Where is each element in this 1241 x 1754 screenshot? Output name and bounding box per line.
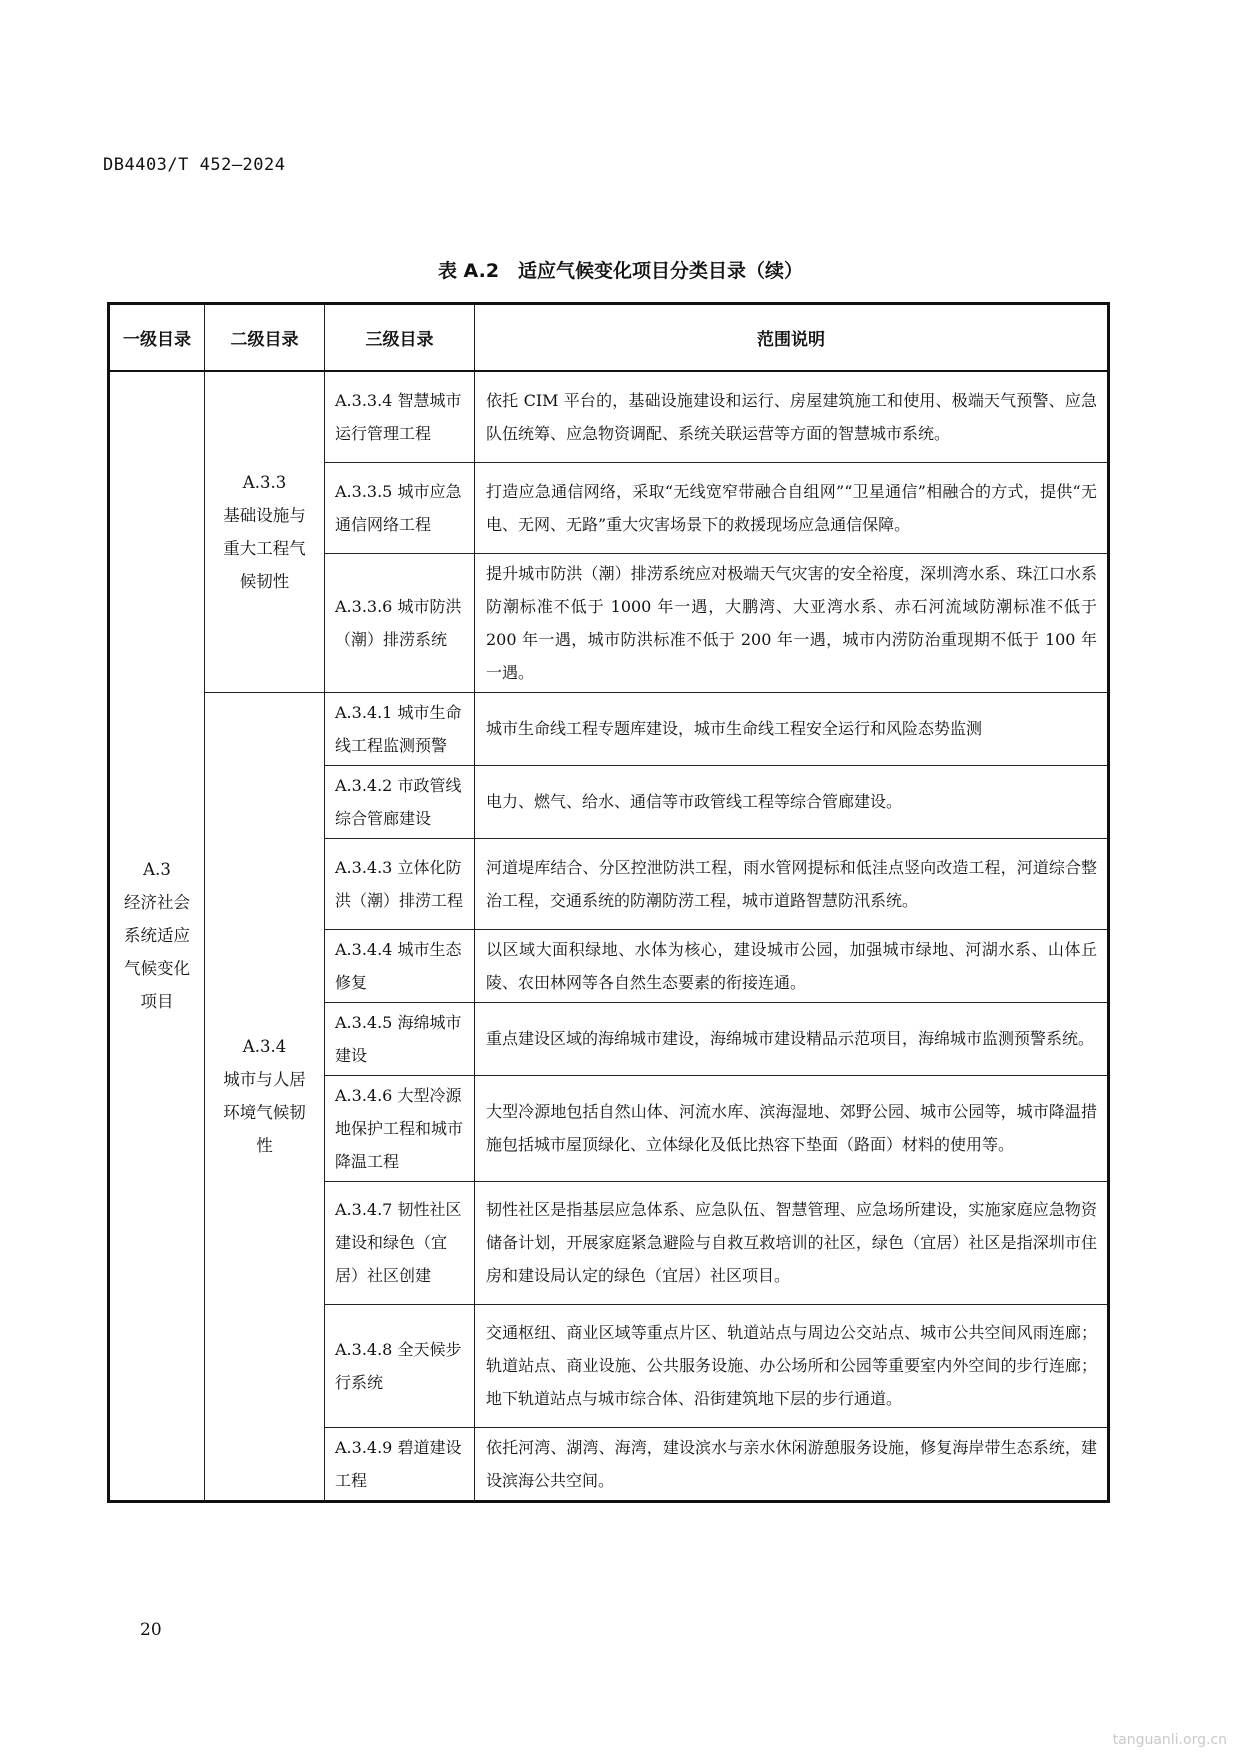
level3-cell: A.3.3.5 城市应急通信网络工程 xyxy=(325,462,475,553)
scope-cell: 城市生命线工程专题库建设，城市生命线工程安全运行和风险态势监测 xyxy=(475,692,1109,765)
level1-code: A.3 xyxy=(143,860,171,880)
level3-cell: A.3.4.3 立体化防洪（潮）排涝工程 xyxy=(325,838,475,929)
column-header-scope: 范围说明 xyxy=(475,304,1109,372)
scope-cell: 电力、燃气、给水、通信等市政管线工程等综合管廊建设。 xyxy=(475,765,1109,838)
scope-cell: 交通枢纽、商业区域等重点片区、轨道站点与周边公交站点、城市公共空间风雨连廊；轨道站点、商业设施、公共服务设施、办公场所和公园等重要室内外空间的步行连廊；地下轨道站点与城市综合体、沿街建筑地下层的步行通道。 xyxy=(475,1304,1109,1427)
level2-cell xyxy=(205,692,325,1501)
level3-cell: A.3.4.6 大型冷源地保护工程和城市降温工程 xyxy=(325,1075,475,1181)
column-header-level2: 二级目录 xyxy=(205,304,325,372)
table-header-row xyxy=(109,304,1109,372)
level3-cell: A.3.4.8 全天候步行系统 xyxy=(325,1304,475,1427)
level3-cell: A.3.4.2 市政管线综合管廊建设 xyxy=(325,765,475,838)
level3-cell: A.3.4.7 韧性社区建设和绿色（宜居）社区创建 xyxy=(325,1181,475,1304)
scope-cell: 大型冷源地包括自然山体、河流水库、滨海湿地、郊野公园、城市公园等，城市降温措施包括城市屋顶绿化、立体绿化及低比热容下垫面（路面）材料的使用等。 xyxy=(475,1075,1109,1181)
scope-cell: 重点建设区域的海绵城市建设，海绵城市建设精品示范项目，海绵城市监测预警系统。 xyxy=(475,1002,1109,1075)
level2-code: A.3.3 xyxy=(242,472,287,492)
level2-cell xyxy=(205,371,325,692)
level2-name: 城市与人居环境气候韧性 xyxy=(223,1070,306,1155)
level3-cell: A.3.4.4 城市生态修复 xyxy=(325,929,475,1002)
table-title: 表 A.2 适应气候变化项目分类目录（续） xyxy=(437,260,804,282)
level3-cell: A.3.4.1 城市生命线工程监测预警 xyxy=(325,692,475,765)
level1-name: 经济社会系统适应气候变化项目 xyxy=(124,893,190,1012)
level3-cell: A.3.3.6 城市防洪（潮）排涝系统 xyxy=(325,553,475,692)
level2-code: A.3.4 xyxy=(242,1037,287,1056)
watermark: tanguanli.org.cn xyxy=(1112,1732,1227,1748)
page-number: 20 xyxy=(140,1620,162,1640)
column-header-level1: 一级目录 xyxy=(109,304,205,372)
classification-table xyxy=(107,302,1110,1503)
column-header-level3: 三级目录 xyxy=(325,304,475,372)
table-row xyxy=(109,371,1109,462)
scope-cell: 以区域大面积绿地、水体为核心，建设城市公园，加强城市绿地、河湖水系、山体丘陵、农田林网等各自然生态要素的衔接连通。 xyxy=(475,929,1109,1002)
scope-cell: 韧性社区是指基层应急体系、应急队伍、智慧管理、应急场所建设，实施家庭应急物资储备计划，开展家庭紧急避险与自救互救培训的社区，绿色（宜居）社区是指深圳市住房和建设局认定的绿色（宜居）社区项目。 xyxy=(475,1181,1109,1304)
level2-name: 基础设施与重大工程气候韧性 xyxy=(223,505,306,591)
scope-cell: 依托河湾、湖湾、海湾，建设滨水与亲水休闲游憩服务设施，修复海岸带生态系统，建设滨海公共空间。 xyxy=(475,1427,1109,1501)
document-code: DB4403/T 452—2024 xyxy=(103,155,286,175)
scope-cell: 打造应急通信网络，采取“无线宽窄带融合自组网”“卫星通信”相融合的方式，提供“无电、无网、无路”重大灾害场景下的救援现场应急通信保障。 xyxy=(475,462,1109,553)
table-row xyxy=(109,692,1109,765)
scope-cell: 河道堤库结合、分区控泄防洪工程，雨水管网提标和低洼点竖向改造工程，河道综合整治工程，交通系统的防潮防涝工程，城市道路智慧防汛系统。 xyxy=(475,838,1109,929)
level3-cell: A.3.3.4 智慧城市运行管理工程 xyxy=(325,371,475,462)
scope-cell: 提升城市防洪（潮）排涝系统应对极端天气灾害的安全裕度，深圳湾水系、珠江口水系防潮标准不低于 1000 年一遇，大鹏湾、大亚湾水系、赤石河流域防潮标准不低于 200 年一遇，城市防洪标准不低于 200 年一遇，城市内涝防治重现期不低于 100 年一遇。 xyxy=(475,553,1109,692)
scope-cell: 依托 CIM 平台的，基础设施建设和运行、房屋建筑施工和使用、极端天气预警、应急队伍统筹、应急物资调配、系统关联运营等方面的智慧城市系统。 xyxy=(475,371,1109,462)
level1-cell xyxy=(109,371,205,1501)
level3-cell: A.3.4.5 海绵城市建设 xyxy=(325,1002,475,1075)
level3-cell: A.3.4.9 碧道建设工程 xyxy=(325,1427,475,1501)
